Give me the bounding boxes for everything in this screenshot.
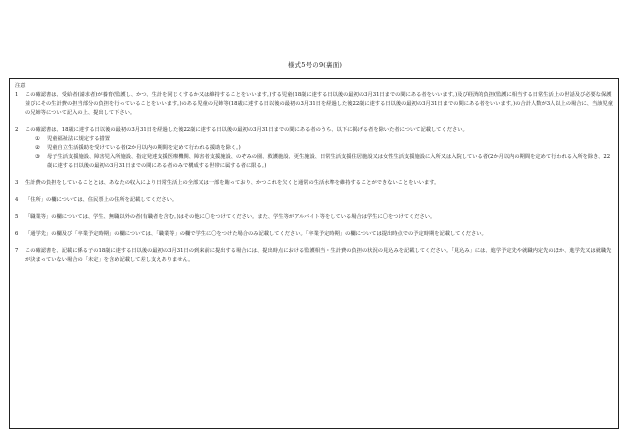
- subitem-text: 児童福祉法に規定する措置: [47, 136, 110, 142]
- note-number: 2: [15, 127, 19, 133]
- note-number: 1: [15, 92, 19, 98]
- note-item: [15, 247, 614, 265]
- note-item: [15, 196, 614, 205]
- note-subitem: [25, 135, 614, 144]
- note-text: この確認書を、記載に係る子の18歳に達する日以後の最初の3月31日の到来前に提出する場合には、提出時点における監護相当・生計費の負担の状況の見込みを記載してください。「見込み」には、進学予定先や就職内定先のほか、進学先又は就職先が決まっていない場合の「未定」を含め記載して差し支えありません。: [25, 248, 612, 263]
- note-text: この確認書は、18歳に達する日以後の最初の3月31日を経過した後22歳に達する日以後の最初の3月31日までの間にある者のうち、以下に掲げる者を除いた者について記載してください。: [25, 127, 468, 133]
- note-number: 6: [15, 231, 19, 237]
- note-number: 7: [15, 248, 19, 254]
- notes-heading: 注意: [15, 83, 26, 89]
- note-text: 生計費の負担をしていることとは、あなたの収入により日常生活上の全部又は一部を賄っており、かつこれを欠くと通常の生活水準を維持することができないことをいいます。: [25, 180, 440, 186]
- note-subitems: [25, 135, 614, 171]
- note-text: 「職業等」の欄については、学生、無職以外の者(有職者を含む。)はその他に〇をつけてください。また、学生等がアルバイト等をしている場合は学生に〇をつけてください。: [25, 214, 436, 220]
- note-text: 「通学先」の欄及び「卒業予定時期」の欄については、「職業等」の欄で学生に〇をつけた場合のみ記載してください。「卒業予定時期」の欄については提出時点での予定時期を記載してください。: [25, 231, 487, 237]
- subitem-text: 母子生活支援施設、障害児入所施設、指定発達支援医療機関、障害者支援施設、のぞみの園、救護施設、更生施設、日常生活支援住居施設又は女性生活支援施設に入所又は入院している者(2か月以内の期間を定めて行われる入所を除き、22歳に達する日以後の最初の3月31日までの間にある者のみで構成する世帯に属する者に限る。): [47, 154, 611, 169]
- note-text: 「住所」の欄については、住民票上の住所を記載してください。: [25, 197, 178, 203]
- subitem-number: ①: [35, 136, 40, 142]
- form-title: 様式5号の9(裏面): [287, 61, 343, 69]
- subitem-number: ②: [35, 145, 40, 151]
- subitem-text: 児童自立生活援助を受けている者(2か月以内の期間を定めて行われる援助を除く。): [47, 145, 241, 151]
- subitem-number: ③: [35, 154, 40, 160]
- note-subitem: [25, 144, 614, 153]
- note-text: この確認書は、受給者(請求者)が養育(監護し、かつ、生計を同じくするか又は維持することをいいます。)する児童(18歳に達する日以後の最初の3月31日までの間にある者をいいます。)及び経済的負担(監護に相当する日常生活上の世話及び必要な保護並びにその生計費の担当部分の負担を行っていることをいいます。)のある児童の兄姉等(18歳に達する日以後の最初の3月31日を経過した後22歳に達する日以後の最初の3月31日までの間にある者をいいます。)の合計人数が3人以上の場合に、当該児童の兄姉等について記入の上、提出して下さい。: [25, 92, 614, 116]
- note-item: [15, 213, 614, 222]
- note-item: [15, 126, 614, 171]
- note-number: 4: [15, 197, 19, 203]
- note-item: [15, 230, 614, 239]
- notes-box: [9, 78, 619, 429]
- note-number: 3: [15, 180, 19, 186]
- note-item: [15, 91, 614, 118]
- note-number: 5: [15, 214, 19, 220]
- note-item: [15, 179, 614, 188]
- note-subitem: [25, 153, 614, 171]
